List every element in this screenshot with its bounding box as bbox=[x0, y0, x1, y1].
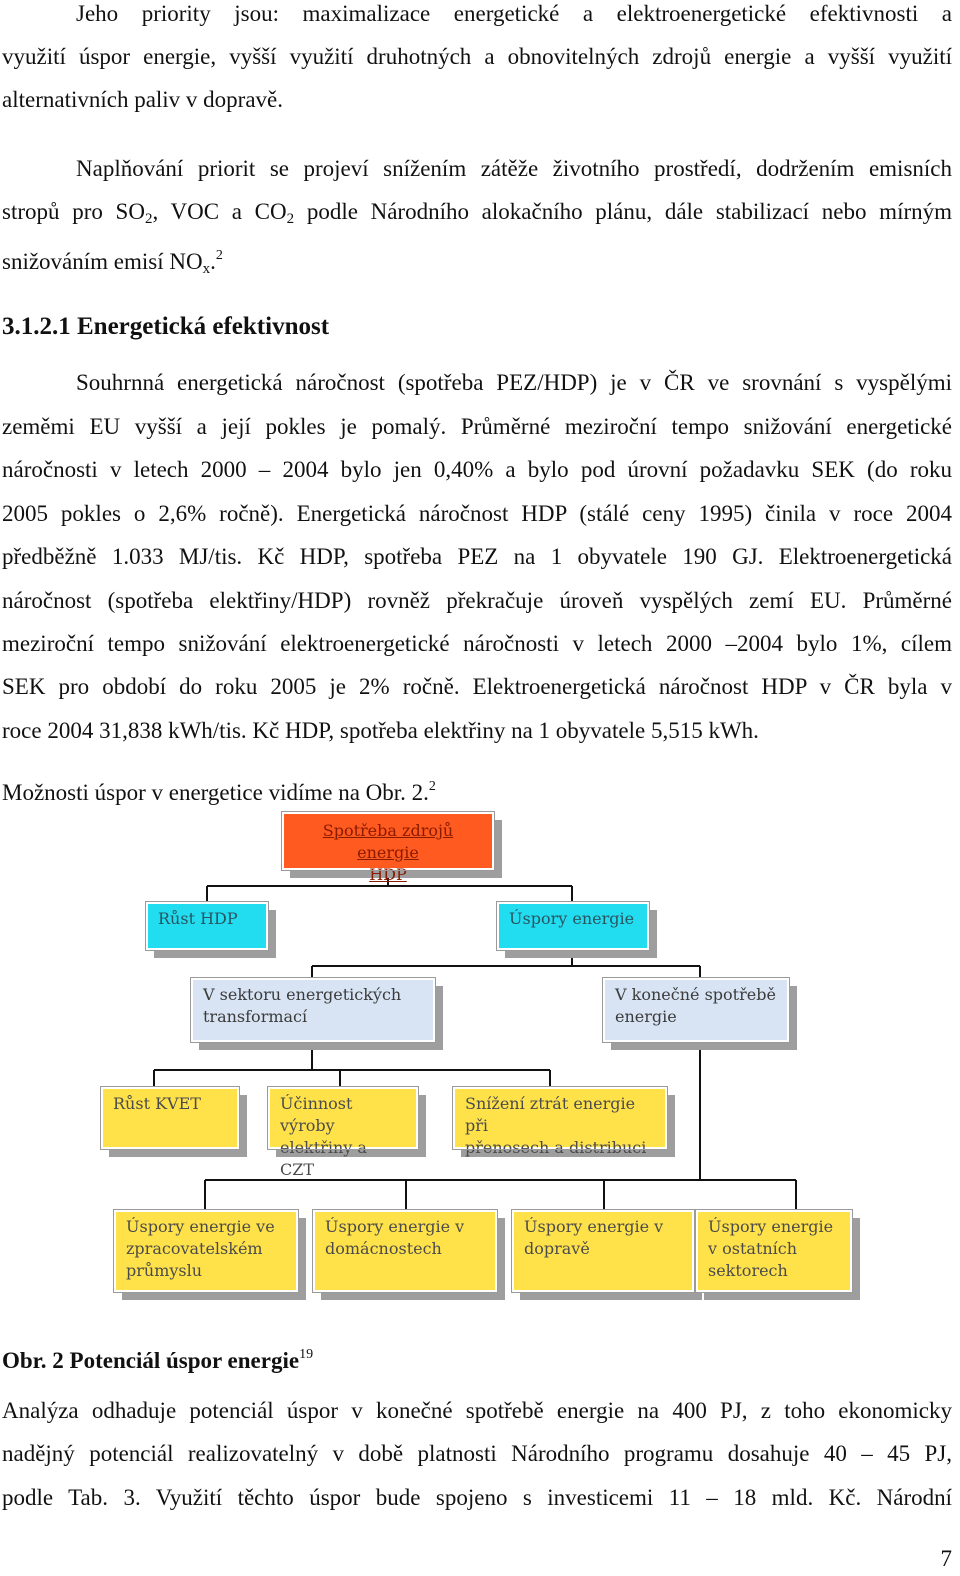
diagram-box-household-savings: Úspory energie v domácnostech bbox=[313, 1210, 497, 1292]
paragraph-3-line-3: náročnosti v letech 2000 – 2004 bylo jen 0,40% a bylo pod úrovní požadavku SEK (do roku bbox=[2, 457, 952, 482]
figure-intro: Možnosti úspor v energetice vidíme na Obr. 2.$^2$ bbox=[2, 779, 436, 805]
figure-caption: Obr. 2 Potenciál úspor energie$^{19}$ bbox=[2, 1347, 314, 1373]
diagram-box-energy-transformation-sector: V sektoru energetických transformací bbox=[191, 978, 435, 1042]
paragraph-1-line-1: Jeho priority jsou: maximalizace energetické a elektroenergetické efektivnosti a bbox=[76, 1, 952, 26]
diagram-box-transport-savings: Úspory energie v dopravě bbox=[512, 1210, 694, 1292]
diagram-box-other-sectors-savings: Úspory energie v ostatních sektorech bbox=[696, 1210, 852, 1292]
diagram-box-industry-savings: Úspory energie ve zpracovatelském průmyslu bbox=[114, 1210, 298, 1292]
energy-savings-diagram bbox=[0, 800, 960, 1320]
paragraph-3-line-6: náročnost (spotřeba elektřiny/HDP) rovněž překračuje úroveň vyspělých zemí EU. Průměrné bbox=[2, 588, 952, 613]
diagram-box-energy-savings: Úspory energie bbox=[497, 902, 649, 950]
paragraph-3-line-7: meziroční tempo snižování elektroenergetické náročnosti v letech 2000 –2004 bylo 1%, cílem bbox=[2, 631, 952, 656]
diagram-box-gdp-growth: Růst HDP bbox=[146, 902, 268, 950]
paragraph-3-line-4: 2005 pokles o 2,6% ročně). Energetická náročnost HDP (stálé ceny 1995) činila v roce 2004 bbox=[2, 501, 952, 526]
diagram-box-final-energy-consumption: V konečné spotřebě energie bbox=[603, 978, 789, 1042]
page-number: 7 bbox=[940, 1546, 952, 1571]
paragraph-2-line-3: snižováním emisí $NO_x.^2$ bbox=[2, 248, 223, 277]
paragraph-4-line-2: nadějný potenciál realizovatelný v době platnosti Národního programu dosahuje 40 – 45 PJ, bbox=[2, 1441, 952, 1466]
diagram-box-chp-growth: Růst KVET bbox=[101, 1087, 239, 1149]
diagram-box-transmission-loss-reduction: Snížení ztrát energie při přenosech a distribuci bbox=[453, 1087, 667, 1149]
paragraph-3-line-5: předběžně 1.033 MJ/tis. Kč HDP, spotřeba PEZ na 1 obyvatele 190 GJ. Elektroenergetická bbox=[2, 544, 952, 569]
paragraph-4-line-1: Analýza odhaduje potenciál úspor v konečné spotřebě energie na 400 PJ, z toho ekonomicky bbox=[2, 1398, 952, 1423]
paragraph-3-line-8: SEK pro období do roku 2005 je 2% ročně. Elektroenergetická náročnost HDP v ČR byla v bbox=[2, 674, 952, 699]
paragraph-1-line-2: využití úspor energie, vyšší využití druhotných a obnovitelných zdrojů energie a vyšší využití bbox=[2, 44, 952, 69]
paragraph-3-line-1: Souhrnná energetická náročnost (spotřeba PEZ/HDP) je v ČR ve srovnání s vyspělými bbox=[76, 370, 952, 395]
diagram-box-top-line-1: Spotřeba zdrojů energie bbox=[322, 821, 454, 862]
diagram-box-top-line-2: HDP bbox=[369, 865, 407, 884]
diagram-box-energy-consumption-gdp bbox=[282, 812, 494, 884]
paragraph-2-line-2: stropů pro $SO_2$, VOC a $CO_2$ podle Národního alokačního plánu, dále stabilizací nebo mírným bbox=[2, 199, 953, 227]
paragraph-1-line-3: alternativních paliv v dopravě. bbox=[2, 87, 284, 112]
paragraph-3-line-2: zeměmi EU vyšší a její pokles je pomalý. Průměrné meziroční tempo snižování energetické bbox=[2, 414, 952, 439]
paragraph-4-line-3: podle Tab. 3. Využití těchto úspor bude spojeno s investicemi 11 – 18 mld. Kč. Národní bbox=[2, 1485, 952, 1510]
diagram-box-power-generation-efficiency: Účinnost výroby elektřiny a CZT bbox=[268, 1087, 418, 1149]
paragraph-2-line-1: Naplňování priorit se projeví snížením zátěže životního prostředí, dodržením emisních bbox=[76, 156, 952, 181]
paragraph-3-line-9: roce 2004 31,838 kWh/tis. Kč HDP, spotřeba elektřiny na 1 obyvatele 5,515 kWh. bbox=[2, 718, 759, 743]
section-heading: 3.1.2.1 Energetická efektivnost bbox=[2, 313, 330, 340]
